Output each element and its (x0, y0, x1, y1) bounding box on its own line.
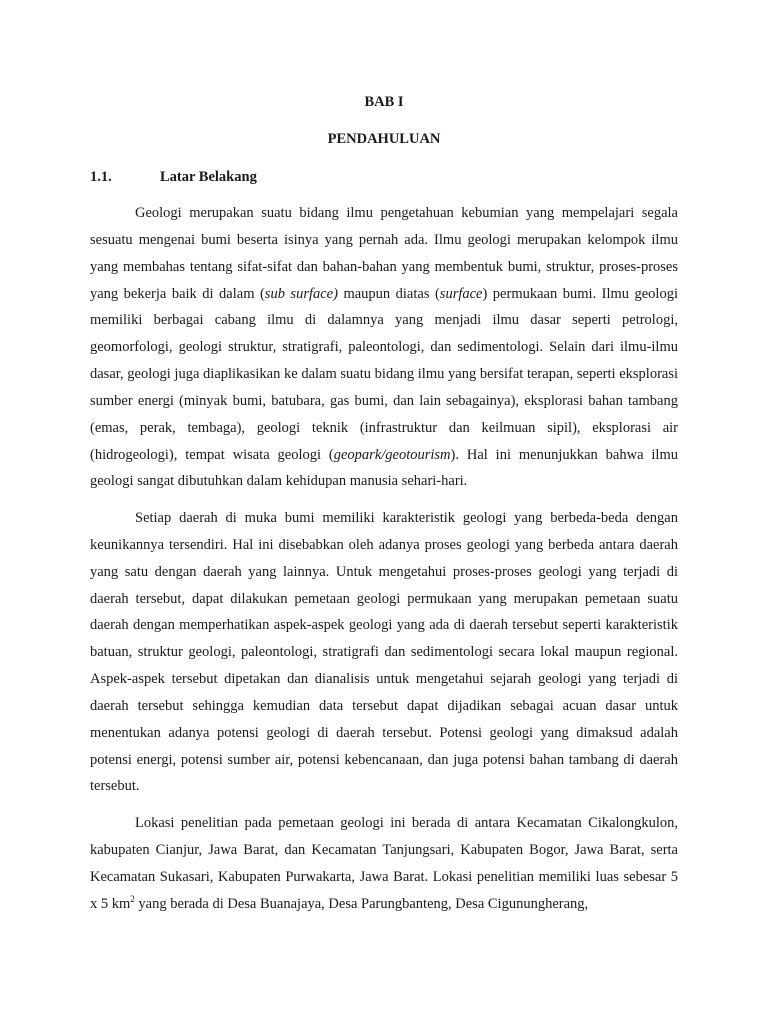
paragraph-3-text-a: Lokasi penelitian pada pemetaan geologi ini berada di antara Kecamatan Cikalongkulon, kabupaten Cianjur, Jawa Barat, dan Kecamatan Tanjungsari, Kabupaten Bogor, Jawa Barat, serta Kecamatan Sukasari, Kabupaten Purwakarta, Jawa Barat. Lokasi penelitian memiliki luas sebesar 5 x 5 km (90, 815, 678, 912)
section-title: Latar Belakang (160, 169, 257, 185)
paragraph-3 (90, 810, 678, 917)
paragraph-1-text-b: maupun diatas ( (337, 285, 440, 302)
paragraph-3-text-b: yang berada di Desa Buanajaya, Desa Parungbanteng, Desa Cigunungherang, (134, 895, 589, 912)
chapter-title: PENDAHULUAN (327, 131, 441, 147)
paragraph-3-superscript: 2 (130, 893, 135, 904)
section-number: 1.1. (90, 169, 112, 185)
paragraph-1-italic-surface: surface (439, 285, 483, 302)
paragraph-1-italic-geopark: geopark/geotourism (333, 446, 451, 463)
paragraph-1-text-c: ) permukaan bumi. Ilmu geologi memiliki berbagai cabang ilmu di dalamnya yang menjadi ilmu dasar seperti petrologi, geomorfologi, geologi struktur, stratigrafi, paleontologi, dan sedimentologi. Selain dari ilmu-ilmu dasar, geologi juga diaplikasikan ke dalam suatu bidang ilmu yang bersifat terapan, seperti eksplorasi sumber energi (minyak bumi, batubara, gas bumi, dan lain sebagainya), eksplorasi bahan tambang (emas, perak, tembaga), geologi teknik (infrastruktur dan keilmuan sipil), eksplorasi air (hidrogeologi), tempat wisata geologi ( (90, 285, 678, 463)
paragraph-1 (90, 200, 678, 495)
paragraph-1-text-a: Geologi merupakan suatu bidang ilmu pengetahuan kebumian yang mempelajari segala sesuatu mengenai bumi beserta isinya yang pernah ada. Ilmu geologi merupakan kelompok ilmu yang membahas tentang sifat-sifat dan bahan-bahan yang membentuk bumi, struktur, proses-proses yang bekerja baik di dalam ( (90, 205, 678, 302)
chapter-label: BAB I (364, 94, 404, 110)
paragraph-2: Setiap daerah di muka bumi memiliki karakteristik geologi yang berbeda-beda dengan keunikannya tersendiri. Hal ini disebabkan oleh adanya proses geologi yang berbeda antara daerah yang satu dengan daerah yang lainnya. Untuk mengetahui proses-proses geologi yang terjadi di daerah tersebut, dapat dilakukan pemetaan geologi permukaan yang merupakan pemetaan suatu daerah dengan memperhatikan aspek-aspek geologi yang ada di daerah tersebut seperti karakteristik batuan, struktur geologi, paleontologi, stratigrafi dan sedimentologi secara lokal maupun regional. Aspek-aspek tersebut dipetakan dan dianalisis untuk mengetahui sejarah geologi yang terjadi di daerah tersebut sehingga kemudian data tersebut dapat dijadikan sebagai acuan dasar untuk menentukan adanya potensi geologi di daerah tersebut. Potensi geologi yang dimaksud adalah potensi energi, potensi sumber air, potensi kebencanaan, dan juga potensi bahan tambang di daerah tersebut. (90, 510, 678, 795)
paragraph-1-text-d: ). Hal ini menunjukkan bahwa ilmu geologi sangat dibutuhkan dalam kehidupan manusia sehari-hari. (90, 446, 678, 490)
paragraph-1-italic-sub-surface: sub surface) (264, 285, 338, 302)
section-heading (90, 169, 257, 186)
